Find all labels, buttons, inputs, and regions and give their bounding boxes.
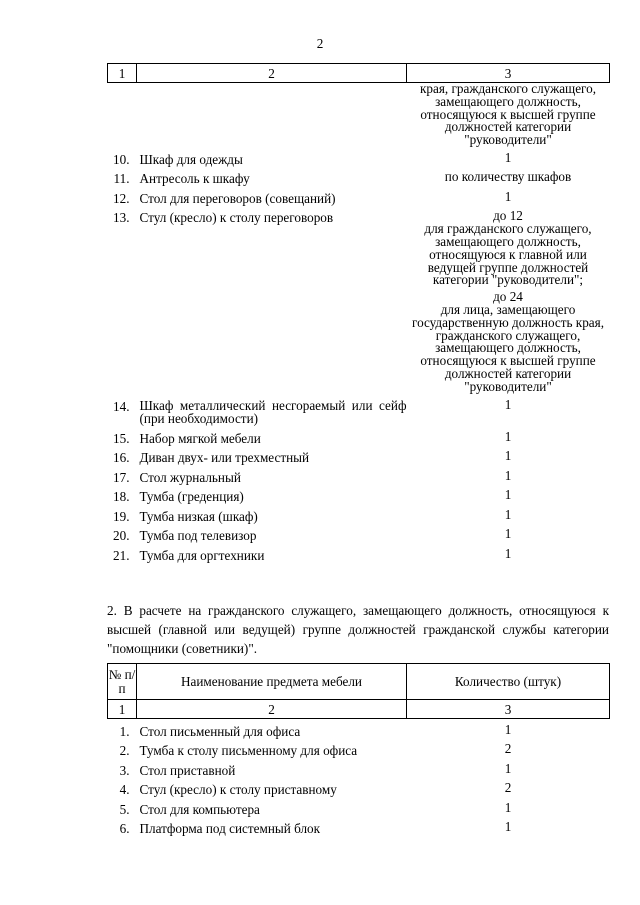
table-row: 21. Тумба для оргтехники 1 [113, 545, 512, 563]
table2-header-num: № п/п [108, 664, 137, 700]
table-row: 5. Стол для компьютера 1 [119, 799, 512, 817]
table-row: 19. Тумба низкая (шкаф) 1 [113, 506, 512, 524]
continuation-qty: края, гражданского служащего, замещающего должность, относящуюся к высшей группе должностей категории "руководители" [419, 81, 597, 148]
furniture-table-1 [107, 63, 610, 567]
table-row: 16. Диван двух- или трехместный 1 [113, 448, 512, 466]
table2-column-numbers [108, 700, 610, 719]
table1-column-numbers [108, 64, 610, 83]
qty-up-to-12: до 12 [493, 208, 523, 224]
table-row: 2. Тумба к столу письменному для офиса 2 [119, 741, 512, 758]
table1-continuation-row [108, 83, 610, 147]
table-row: 14. Шкаф металлический несгораемый или сейф (при необходимости) 1 [113, 396, 512, 427]
page-number: 2 [316, 36, 324, 51]
table2-header-name: Наименование предмета мебели [137, 664, 407, 700]
table2-header-qty: Количество (штук) [407, 664, 610, 700]
table-row: 4. Стул (кресло) к столу приставному 2 [119, 780, 512, 797]
table-row: 20. Тумба под телевизор 1 [113, 526, 512, 544]
furniture-table-2 [107, 663, 610, 841]
table2-col-num-1: 1 [108, 700, 137, 719]
table2-col-num-2: 2 [137, 700, 407, 719]
qty-note-main-group: для гражданского служащего, замещающего должность, относящуюся к главной или ведущей группе должностей категории "руководители"; [424, 221, 592, 288]
table1-col-num-2: 2 [137, 64, 407, 83]
qty-up-to-24: до 24 [493, 289, 523, 305]
table-row: 6. Платформа под системный блок 1 [119, 819, 512, 836]
table-row: 18. Тумба (греденция) 1 [113, 487, 512, 505]
table-row: 13. Стул (кресло) к столу переговоров до 12 для гражданского служащего, замещающего должность, относящуюся к главной или ведущей группе должностей категории "руководители"; до 24 для лица, замещающего государственную должность края, гражданского служащего, замещающего должность, относящуюся к высшей группе должностей категории "руководители" [108, 210, 610, 393]
section-2-paragraph: 2. В расчете на гражданского служащего, замещающего должность, относящуюся к высшей (главной или ведущей) группе должностей гражданской службы категории "помощники (советники)". [107, 603, 609, 656]
qty-note-high-group: для лица, замещающего государственную должность края, гражданского служащего, замещающего должность, относящуюся к высшей группе должностей категории "руководители" [411, 302, 605, 394]
table-row: 17. Стол журнальный 1 [113, 467, 512, 485]
table1-col-num-1: 1 [108, 64, 137, 83]
table2-header [108, 664, 610, 700]
table-row: 1. Стол письменный для офиса 1 [119, 721, 512, 739]
table-row: 12. Стол для переговоров (совещаний) 1 [113, 188, 512, 206]
table1-col-num-3: 3 [407, 64, 610, 83]
table2-col-num-3: 3 [407, 700, 610, 719]
table-row: 10. Шкаф для одежды 1 [113, 149, 512, 167]
table-row: 15. Набор мягкой мебели 1 [113, 428, 512, 446]
table-row: 3. Стол приставной 1 [119, 760, 512, 778]
table-row: 11. Антресоль к шкафу по количеству шкафов [113, 169, 572, 187]
